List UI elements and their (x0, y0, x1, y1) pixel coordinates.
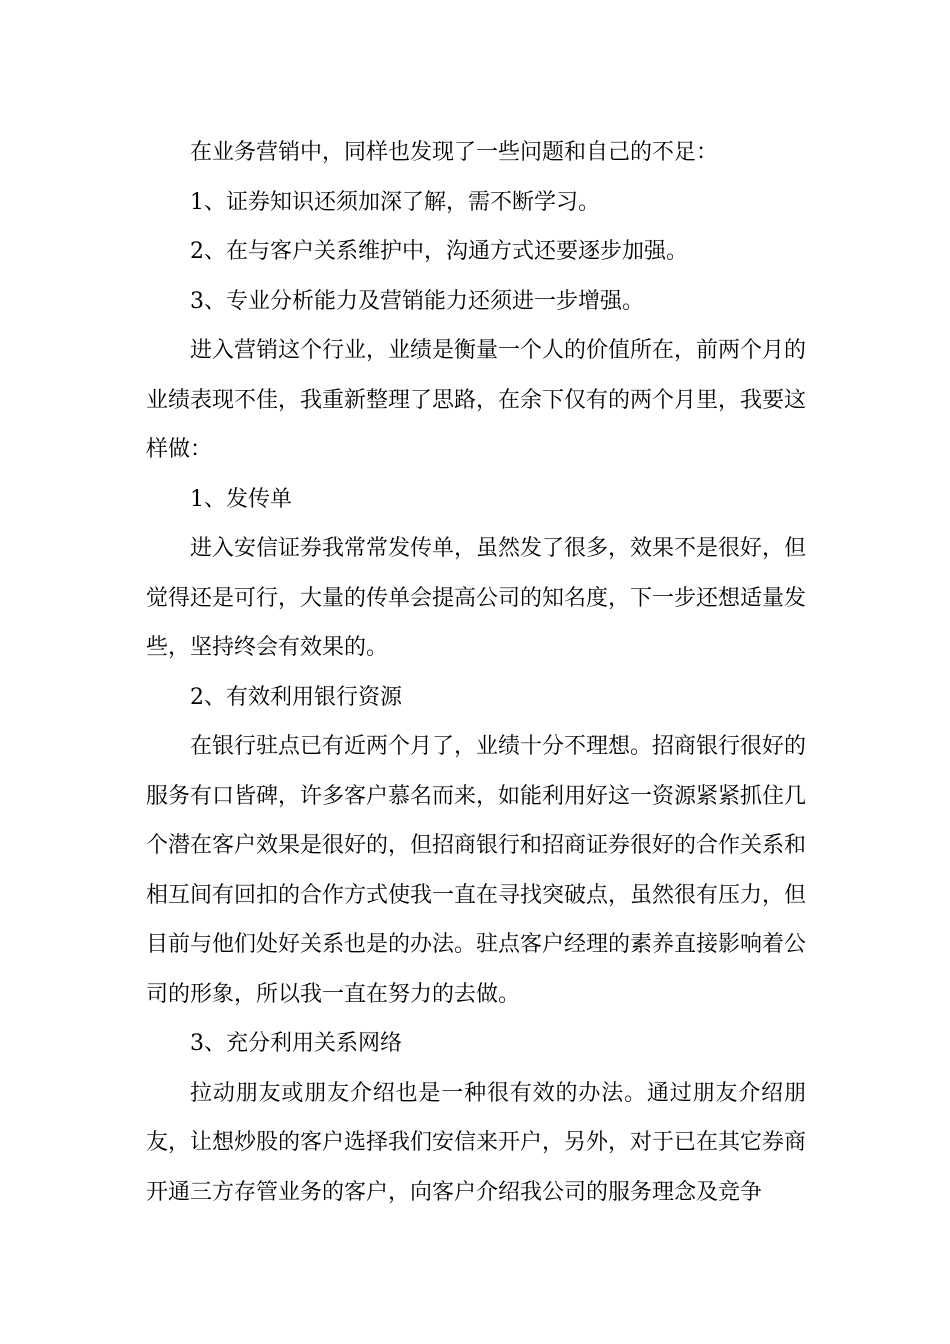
paragraph-bank-resources: 在银行驻点已有近两个月了，业绩十分不理想。招商银行很好的服务有口皆碑，许多客户慕名而来，如能利用好这一资源紧紧抓住几个潜在客户效果是很好的，但招商银行和招商证券很好的合作关系和相互间有回扣的合作方式使我一直在寻找突破点，虽然很有压力，但目前与他们处好关系也是的办法。驻点客户经理的素养直接影响着公司的形象，所以我一直在努力的去做。 (146, 734, 807, 1007)
heading-leaflets: 1、发传单 (190, 486, 292, 512)
paragraph-issue-3: 3、专业分析能力及营销能力还须进一步增强。 (190, 288, 644, 314)
paragraph-intro: 在业务营销中，同样也发现了一些问题和自己的不足： (190, 140, 719, 165)
paragraph-issue-2: 2、在与客户关系维护中，沟通方式还要逐步加强。 (190, 239, 688, 264)
document-body (146, 128, 806, 1217)
heading-bank-resources: 2、有效利用银行资源 (190, 684, 402, 710)
paragraph-issue-1: 1、证券知识还须加深了解，需不断学习。 (190, 189, 600, 215)
paragraph-plan-intro: 进入营销这个行业，业绩是衡量一个人的价值所在，前两个月的业绩表现不佳，我重新整理了思路，在余下仅有的两个月里，我要这样做： (146, 338, 807, 462)
paragraph-relationship-network: 拉动朋友或朋友介绍也是一种很有效的办法。通过朋友介绍朋友，让想炒股的客户选择我们安信来开户，另外，对于已在其它券商开通三方存管业务的客户，向客户介绍我公司的服务理念及竞争 (146, 1080, 807, 1205)
heading-relationship-network: 3、充分利用关系网络 (190, 1031, 402, 1056)
paragraph-leaflets: 进入安信证券我常常发传单，虽然发了很多，效果不是很好，但觉得还是可行，大量的传单会提高公司的知名度，下一步还想适量发些，坚持终会有效果的。 (146, 536, 807, 660)
